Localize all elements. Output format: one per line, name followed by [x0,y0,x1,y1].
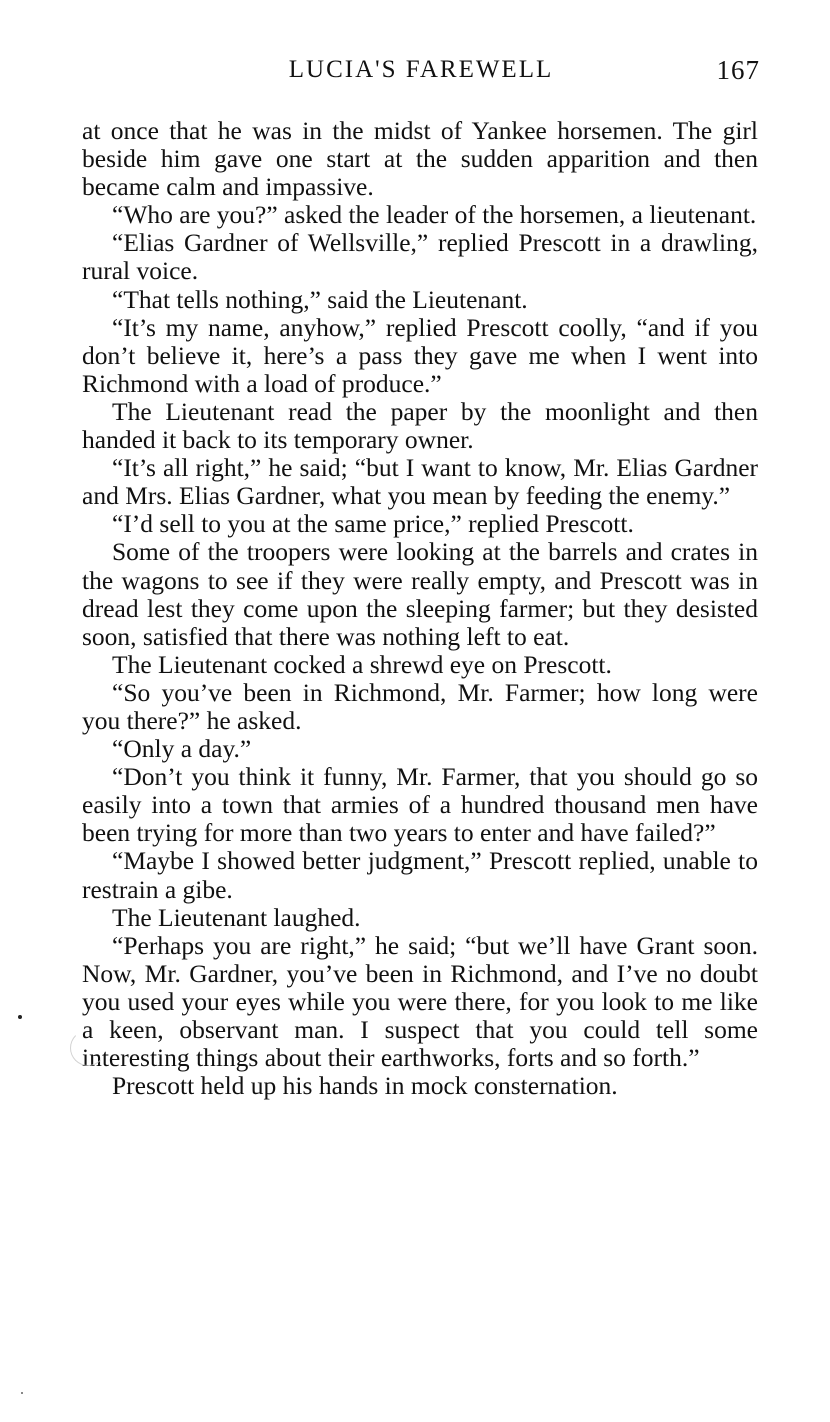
paragraph-continued: at once that he was in the midst of Yankee horsemen. The girl beside him gave one start at the sudden apparition and then became calm and impassive. [82,116,758,202]
paragraph: “Elias Gardner of Wellsville,” replied Prescott in a drawling, rural voice. [82,228,758,286]
body-text [82,117,758,1100]
paragraph: “Perhaps you are right,” he said; “but we’ll have Grant soon. Now, Mr. Gardner, you’ve been in Richmond, and I’ve no doubt you used your eyes while you were there, for you look to me like a keen, observant man. I suspect that you could tell some interesting things about their earthworks, forts and so forth.” [82,930,758,1073]
paragraph: “It’s my name, anyhow,” replied Prescott coolly, “and if you don’t believe it, here’s a pass they gave me when I went into Richmond with a load of produce.” [82,312,758,398]
running-head [82,52,760,88]
paragraph: “Only a day.” [112,734,252,764]
paragraph: The Lieutenant read the paper by the moonlight and then handed it back to its temporary owner. [82,396,758,455]
paragraph: Some of the troopers were looking at the barrels and crates in the wagons to see if they were really empty, and Prescott was in dread lest they come upon the sleeping farmer; but they desisted soon, satisfied that there was nothing left to eat. [82,537,758,651]
page-number: 167 [716,55,760,85]
paragraph: “So you’ve been in Richmond, Mr. Farmer; how long were you there?” he asked. [82,677,758,735]
paragraph: “It’s all right,” he said; “but I want to know, Mr. Elias Gardner and Mrs. Elias Gardner, what you mean by feeding the enemy.” [82,453,758,511]
paragraph: The Lieutenant cocked a shrewd eye on Prescott. [112,649,612,679]
paragraph: “I’d sell to you at the same price,” replied Prescott. [112,509,634,539]
corner-speck [21,1392,23,1394]
paragraph: Prescott held up his hands in mock consternation. [112,1071,618,1101]
paragraph: “Who are you?” asked the leader of the horsemen, a lieutenant. [112,200,757,230]
paragraph: The Lieutenant laughed. [112,902,361,932]
paragraph: “Maybe I showed better judgment,” Prescott replied, unable to restrain a gibe. [82,846,758,904]
running-title: LUCIA'S FAREWELL [288,56,554,83]
margin-speck [18,1015,22,1019]
paragraph: “Don’t you think it funny, Mr. Farmer, that you should go so easily into a town that armies of a hundred thousand men have been trying for more than two years to enter and have failed?” [82,762,758,848]
paragraph: “That tells nothing,” said the Lieutenant. [112,284,528,314]
page-stain [70,1030,106,1066]
